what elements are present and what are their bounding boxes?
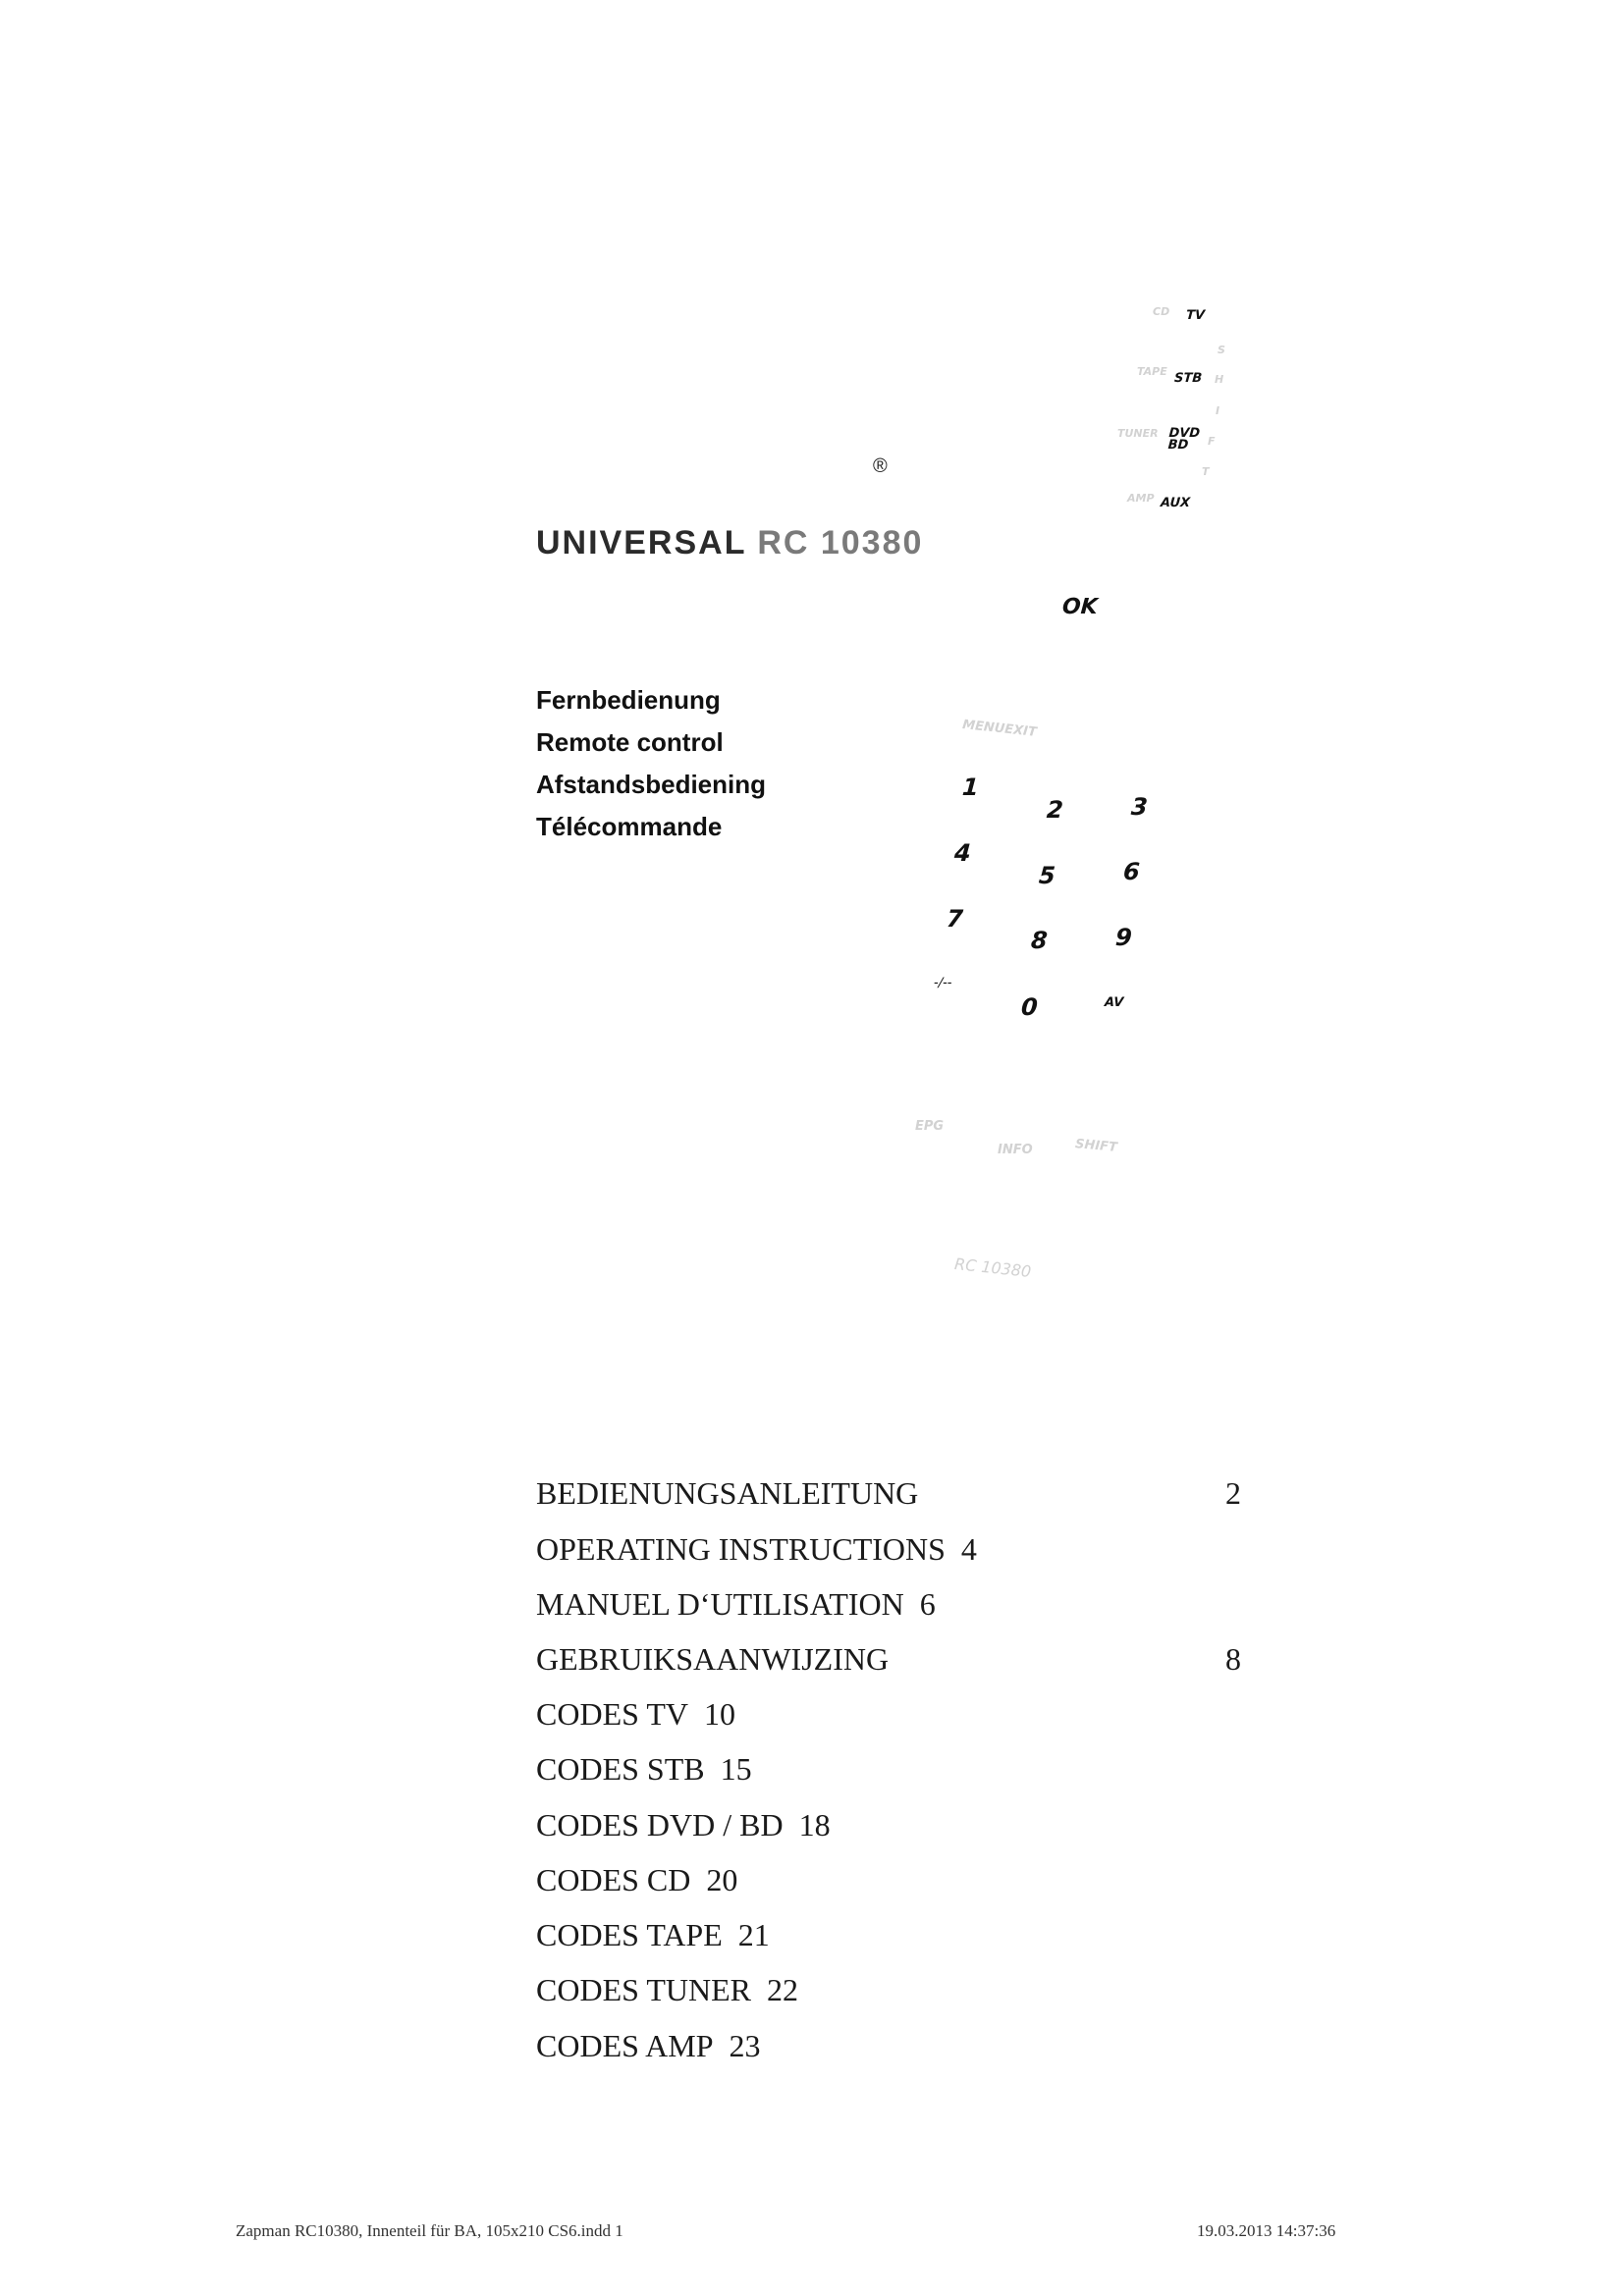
ok-key-label: OK	[1061, 595, 1099, 619]
toc-entry-page: 22	[766, 1972, 798, 2007]
side-letter: T	[1202, 465, 1210, 478]
toc-entry	[536, 1531, 977, 1568]
toc-entry-title: GEBRUIKSAANWIJZING	[536, 1641, 890, 1677]
device-ghost-cd: CD	[1153, 305, 1170, 318]
digit-key-5: 5	[1038, 862, 1056, 889]
toc-entry	[536, 1586, 936, 1623]
language-nl: Afstandsbediening	[536, 770, 767, 799]
toc-entry	[536, 1696, 735, 1733]
toc-entry-page: 6	[919, 1586, 936, 1622]
toc-entry	[536, 2028, 761, 2064]
toc-entry-page: 2	[1225, 1475, 1241, 1511]
digit-key-2: 2	[1046, 796, 1064, 824]
digit-key-6: 6	[1122, 858, 1141, 885]
digit-key-1: 1	[961, 774, 980, 801]
device-key-aux: AUX	[1160, 496, 1191, 510]
toc-entry	[536, 1917, 770, 1953]
toc-entry-page: 23	[729, 2028, 761, 2063]
toc-entry	[536, 1862, 737, 1898]
toc-entry	[536, 1972, 798, 2008]
language-de: Fernbedienung	[536, 685, 721, 715]
toc-entry-title: MANUEL D‘UTILISATION	[536, 1586, 904, 1622]
digit-key-3: 3	[1130, 793, 1149, 821]
toc-entry-title: CODES TUNER	[536, 1972, 751, 2007]
toc-entry-title: CODES DVD / BD	[536, 1807, 784, 1842]
epg-key-label: EPG	[915, 1119, 945, 1134]
toc-entry-title: CODES TV	[536, 1696, 688, 1732]
toc-entry-page: 18	[798, 1807, 831, 1842]
toc-entry	[536, 1751, 752, 1788]
registered-mark: ®	[873, 455, 888, 477]
device-key-tv: TV	[1185, 308, 1206, 323]
digit-key-4: 4	[953, 839, 972, 867]
model-number: RC 10380	[757, 524, 924, 561]
digit-key-0: 0	[1020, 993, 1039, 1021]
digit-key-7: 7	[946, 905, 964, 933]
brand-name: UNIVERSAL	[536, 524, 746, 561]
toc-entry-page: 4	[960, 1531, 977, 1567]
toc-entry-title: CODES STB	[536, 1751, 705, 1787]
menu-exit-label: MENUEXIT	[961, 718, 1038, 740]
device-key-dvd-bd: DVD BD	[1167, 426, 1201, 453]
side-letter: H	[1215, 373, 1224, 386]
info-key-label: INFO	[998, 1143, 1033, 1157]
toc-entry-title: CODES TAPE	[536, 1917, 723, 1952]
language-fr: Télécommande	[536, 812, 723, 841]
device-ghost-tape: TAPE	[1137, 365, 1167, 378]
toc-entry-page: 8	[1225, 1641, 1241, 1677]
side-letter: I	[1216, 404, 1220, 417]
toc-entry-title: BEDIENUNGSANLEITUNG	[536, 1475, 919, 1511]
toc-entry-page: 10	[703, 1696, 735, 1732]
toc-entry-title: CODES AMP	[536, 2028, 714, 2063]
device-ghost-tuner: TUNER	[1117, 427, 1159, 440]
remote-model-print: RC 10380	[953, 1254, 1033, 1282]
dash-key-label: -/--	[933, 976, 952, 990]
side-letter: S	[1218, 344, 1225, 356]
language-en: Remote control	[536, 727, 724, 757]
side-letter: F	[1208, 435, 1216, 448]
digit-key-8: 8	[1030, 927, 1049, 954]
device-ghost-amp: AMP	[1127, 492, 1155, 505]
toc-entry-title: CODES CD	[536, 1862, 691, 1897]
footer-filename: Zapman RC10380, Innenteil für BA, 105x210 CS6.indd 1	[236, 2221, 623, 2240]
device-key-stb: STB	[1173, 371, 1203, 386]
toc-entry	[536, 1807, 831, 1843]
av-key-label: AV	[1104, 995, 1124, 1010]
toc-entry-page: 20	[706, 1862, 738, 1897]
shift-key-label: SHIFT	[1074, 1137, 1118, 1155]
product-title	[536, 524, 923, 562]
toc-entry-page: 15	[720, 1751, 752, 1787]
digit-key-9: 9	[1114, 924, 1133, 951]
toc-entry-page: 21	[737, 1917, 770, 1952]
toc-entry-title: OPERATING INSTRUCTIONS	[536, 1531, 946, 1567]
footer-timestamp: 19.03.2013 14:37:36	[1197, 2221, 1336, 2240]
